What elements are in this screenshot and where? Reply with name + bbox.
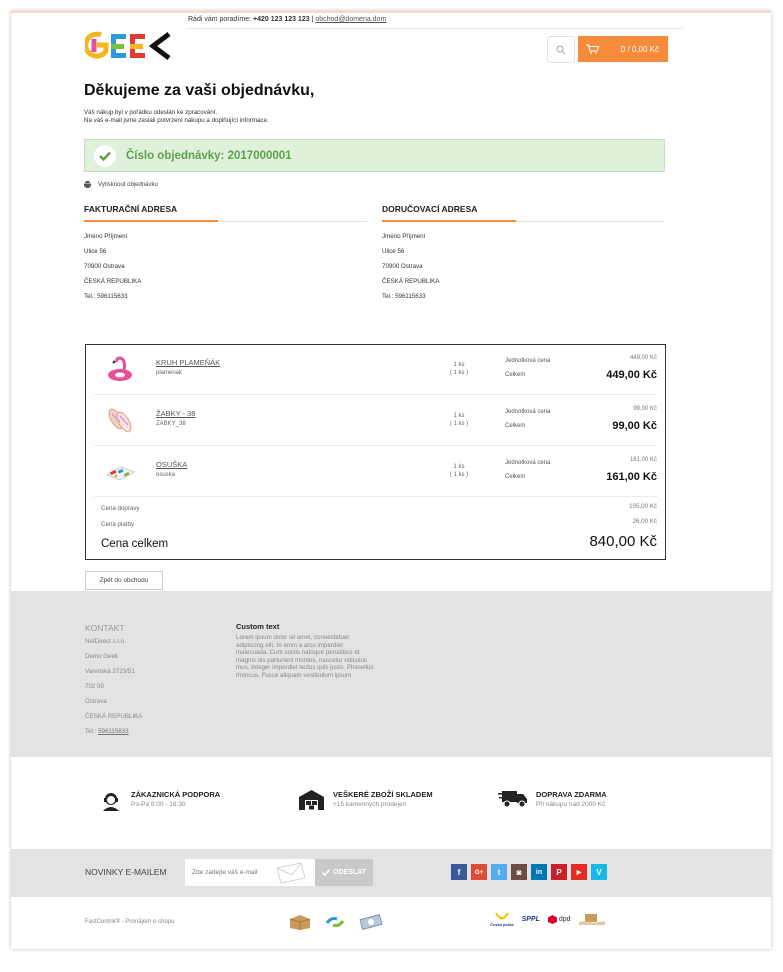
hand-delivery-icon xyxy=(579,912,605,926)
warehouse-icon xyxy=(299,790,324,810)
check-icon xyxy=(322,869,330,876)
search-button[interactable] xyxy=(547,36,575,63)
instagram-icon[interactable]: ◙ xyxy=(511,864,527,880)
shipping-title: DORUČOVACÍ ADRESA xyxy=(382,204,665,222)
payment-cost-value: 26,00 Kč xyxy=(632,518,657,525)
check-icon xyxy=(94,145,116,167)
order-items xyxy=(85,344,666,560)
order-item xyxy=(94,396,657,446)
contact-prefix: Rádi vám poradíme: xyxy=(188,16,252,23)
kontakt-zip: 702 00 xyxy=(85,683,104,690)
item-qty: 1 ks ( 1 ks ) xyxy=(449,362,469,376)
item-code: plamenak xyxy=(156,370,183,376)
kontakt-company: NetDirect s.r.o. xyxy=(85,638,126,645)
billing-street: Ulice 56 xyxy=(84,248,107,255)
feature-subtitle: Po-Pá 8:00 - 16:30 xyxy=(131,801,186,808)
billing-country: ČESKÁ REPUBLIKA xyxy=(84,278,142,285)
billing-city: 70900 Ostrava xyxy=(84,263,125,270)
shipping-street: Ulice 56 xyxy=(382,248,405,255)
billing-phone: Tel.: 596115633 xyxy=(84,293,128,300)
item-name-link[interactable]: KRUH PLAMEŇÁK xyxy=(156,358,221,367)
item-total: 161,00 Kč xyxy=(606,471,657,483)
kontakt-phone-link[interactable]: 596115633 xyxy=(98,728,129,735)
billing-name: Jméno Příjmení xyxy=(84,233,128,240)
feature-title: ZÁKAZNICKÁ PODPORA xyxy=(131,790,221,799)
contact-separator: | xyxy=(311,16,314,23)
towel-image[interactable] xyxy=(104,455,136,487)
grand-total-label: Cena celkem xyxy=(101,538,169,550)
google-plus-icon[interactable]: G+ xyxy=(471,864,487,880)
envelope-icon xyxy=(275,862,307,884)
copyright-link[interactable]: FastCentrik® - Pronájem e-shopu xyxy=(85,919,175,925)
cart-summary: 0 / 0,00 Kč xyxy=(620,44,659,54)
pinterest-icon[interactable]: P xyxy=(551,864,567,880)
item-total: 99,00 Kč xyxy=(612,420,657,432)
contact-divider xyxy=(188,28,683,29)
unit-price-label: Jednotková cena xyxy=(505,460,551,466)
grand-total-value: 840,00 Kč xyxy=(589,533,657,550)
custom-text-body: Lorem ipsum dolor sit amet, consectetuer adipiscing elit. In enim a arcu imperdiet malesuada. Cum sociis natoque penatibus et magnis dis parturient montes, nascetur ridiculus mus. Integer imperdiet lectus quis justo. Phasellus rhoncus. Fusce aliquam vestibulum ipsum xyxy=(236,634,374,679)
custom-text-title: Custom text xyxy=(236,622,280,631)
total-label: Celkem xyxy=(505,372,526,378)
unit-price: 449,00 Kč xyxy=(629,355,657,361)
kontakt-street: Varenská 2723/51 xyxy=(85,668,135,675)
item-qty: 1 ks ( 1 ks ) xyxy=(449,413,469,427)
newsletter-title: NOVINKY E-MAILEM xyxy=(85,867,167,877)
order-item xyxy=(94,345,657,395)
shipping-cost-label: Cena dopravy xyxy=(101,505,140,512)
facebook-icon[interactable]: f xyxy=(451,864,467,880)
ceska-posta-logo: Česká pošta xyxy=(490,911,514,927)
dpd-logo: dpd xyxy=(548,915,571,924)
kontakt-title: KONTAKT xyxy=(85,623,125,633)
kontakt-country: ČESKÁ REPUBLIKA xyxy=(85,713,143,720)
support-agent-icon xyxy=(100,790,122,812)
shipping-name: Jméno Příjmení xyxy=(382,233,426,240)
contact-phone: +420 123 123 123 xyxy=(252,16,310,23)
shipping-cost-value: 105,00 Kč xyxy=(629,503,657,510)
order-number: Číslo objednávky: 2017000001 xyxy=(126,149,292,162)
twitter-icon[interactable]: t xyxy=(491,864,507,880)
flamingo-ring-image[interactable] xyxy=(104,353,136,385)
item-name-link[interactable]: OSUŠKA xyxy=(156,460,188,469)
feature-shipping xyxy=(498,790,607,808)
linkedin-icon[interactable]: in xyxy=(531,864,547,880)
total-label: Celkem xyxy=(505,423,526,429)
shipping-phone: Tel.: 596115633 xyxy=(382,293,426,300)
newsletter-submit-button[interactable]: ODESLAT xyxy=(315,859,373,886)
features-strip xyxy=(11,757,771,849)
feature-subtitle: +15 kamenných prodejen xyxy=(333,801,407,808)
shipping-country: ČESKÁ REPUBLIKA xyxy=(382,278,440,285)
unit-price-label: Jednotková cena xyxy=(505,358,551,364)
top-accent-line xyxy=(11,11,771,13)
item-code: osuska xyxy=(156,472,176,478)
order-number-box xyxy=(84,139,665,172)
page-frame xyxy=(11,11,771,949)
newsletter-bar xyxy=(11,849,771,897)
printer-icon xyxy=(84,181,91,188)
unit-price: 161,00 Kč xyxy=(629,457,657,463)
geek-logo[interactable] xyxy=(85,29,175,63)
cart-icon xyxy=(586,44,599,54)
feature-support xyxy=(100,790,220,812)
item-name-link[interactable]: ŽABKY - 38 xyxy=(156,409,196,418)
intro-text xyxy=(84,109,269,125)
cash-icon xyxy=(359,914,385,930)
social-links xyxy=(451,864,607,880)
billing-address xyxy=(84,204,367,304)
bottom-bar xyxy=(11,897,771,949)
sppl-logo: SPPL xyxy=(521,915,540,923)
shipping-logos xyxy=(490,911,605,927)
money-transfer-icon xyxy=(325,915,345,929)
print-label: Vytisknout objednávku xyxy=(98,181,158,188)
billing-title: FAKTURAČNÍ ADRESA xyxy=(84,204,367,222)
payment-icons xyxy=(289,914,385,930)
item-code: ZABKY_38 xyxy=(156,421,186,427)
unit-price-label: Jednotková cena xyxy=(505,409,551,415)
shipping-address xyxy=(382,204,665,304)
feature-title: DOPRAVA ZDARMA xyxy=(536,790,607,799)
page-title: Děkujeme za vaši objednávku, xyxy=(84,82,315,99)
item-qty: 1 ks ( 1 ks ) xyxy=(449,464,469,478)
package-icon xyxy=(289,914,311,930)
shipping-city: 70900 Ostrava xyxy=(382,263,423,270)
vimeo-icon[interactable]: V xyxy=(591,864,607,880)
feature-title: VEŠKERÉ ZBOŽÍ SKLADEM xyxy=(333,790,433,799)
feature-subtitle: Při nákupu nad 2000 Kč xyxy=(536,801,606,808)
feature-stock xyxy=(299,790,433,810)
footer-contact-section xyxy=(11,591,771,757)
flip-flops-image[interactable] xyxy=(104,404,136,436)
total-label: Celkem xyxy=(505,474,526,480)
item-total: 449,00 Kč xyxy=(606,369,657,381)
search-icon xyxy=(556,45,566,55)
intro-line-2: Na váš e-mail jsme zaslali potvrzení nákupu a doplňující informace. xyxy=(84,117,269,124)
cart-button[interactable] xyxy=(578,36,668,62)
youtube-icon[interactable]: ▶ xyxy=(571,864,587,880)
unit-price: 99,00 Kč xyxy=(633,406,657,412)
contact-bar xyxy=(188,16,386,23)
kontakt-name: Demo Geek xyxy=(85,653,119,660)
truck-icon xyxy=(498,790,527,808)
order-item xyxy=(94,447,657,497)
kontakt-phone: Tel.: 596115633 xyxy=(85,728,129,735)
kontakt-city: Ostrava xyxy=(85,698,107,705)
payment-cost-label: Cena platby xyxy=(101,521,135,528)
contact-email-link[interactable]: obchod@domena.dom xyxy=(315,16,387,23)
intro-line-1: Váš nákup byl v pořádku odeslán ke zpracování. xyxy=(84,109,218,116)
print-order-link[interactable] xyxy=(84,181,158,188)
back-to-shop-button[interactable]: Zpět do obchodu xyxy=(85,571,163,590)
